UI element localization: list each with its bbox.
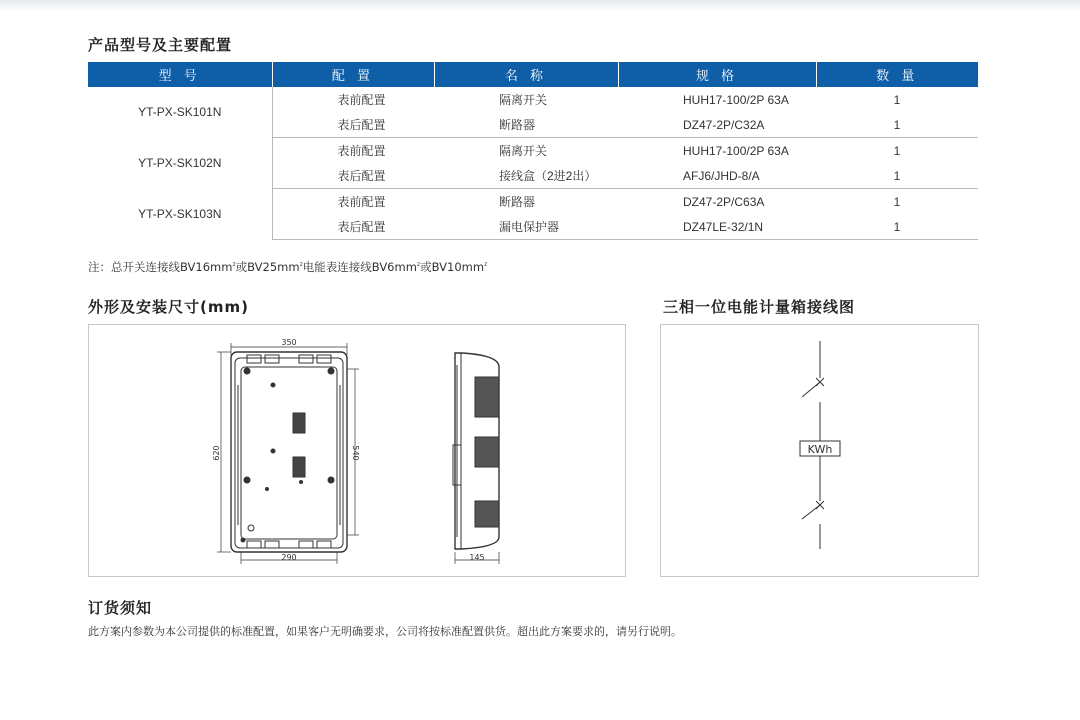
header-spec: 规 格 <box>618 62 816 87</box>
config-cell: 表后配置 <box>272 163 434 189</box>
spec-cell: DZ47-2P/C32A <box>618 112 816 138</box>
wiring-section-title: 三相一位电能计量箱接线图 <box>663 298 856 316</box>
spec-cell: HUH17-100/2P 63A <box>683 92 789 107</box>
table-row <box>88 87 978 112</box>
dim-height-label: 620 <box>212 445 221 461</box>
model-cell: YT-PX-SK103N <box>88 189 272 240</box>
dim-width-label: 350 <box>281 338 297 347</box>
qty-cell: 1 <box>816 163 978 189</box>
wiring-note <box>88 259 487 275</box>
dim-depth-label: 145 <box>469 553 485 562</box>
config-cell: 表后配置 <box>272 214 434 240</box>
note-text-2: 或BV25mm <box>235 260 300 274</box>
note-text-1: 注：总开关连接线BV16mm <box>88 260 233 274</box>
isolator-switch-blade <box>802 382 820 397</box>
header-config: 配 置 <box>272 62 434 87</box>
name-cell: 隔离开关 <box>499 144 548 158</box>
name-cell: 接线盒（2进2出） <box>434 163 618 189</box>
wiring-diagram <box>661 325 978 576</box>
note-sup-2: 2 <box>299 262 303 269</box>
note-sup-3: 2 <box>416 262 421 269</box>
config-cell: 表前配置 <box>337 144 386 158</box>
spec-cell: HUH17-100/2P 63A <box>683 143 789 158</box>
name-cell: 隔离开关 <box>499 93 548 107</box>
config-cell: 表后配置 <box>272 112 434 138</box>
top-divider <box>0 0 1080 12</box>
note-text-4: 或BV10mm <box>420 260 485 274</box>
qty-cell: 1 <box>893 194 901 209</box>
qty-cell: 1 <box>893 92 901 107</box>
qty-cell: 1 <box>893 143 901 158</box>
qty-cell: 1 <box>816 214 978 240</box>
model-cell: YT-PX-SK101N <box>88 87 272 138</box>
dimension-drawing <box>89 325 625 576</box>
header-name: 名 称 <box>434 62 618 87</box>
table-row <box>88 138 978 164</box>
order-section-title: 订货须知 <box>88 599 153 617</box>
dim-bottom-width-label: 290 <box>281 553 297 562</box>
note-sup-4: 2 <box>484 262 488 269</box>
config-cell: 表前配置 <box>337 93 386 107</box>
breaker-switch-blade <box>802 505 820 519</box>
front-view <box>217 343 359 564</box>
config-cell: 表前配置 <box>337 195 386 209</box>
product-config-table <box>88 62 978 240</box>
name-cell: 断路器 <box>499 195 536 209</box>
spec-cell: DZ47LE-32/1N <box>618 214 816 240</box>
qty-cell: 1 <box>816 112 978 138</box>
table-header-row <box>88 62 978 87</box>
product-section-title: 产品型号及主要配置 <box>88 36 233 54</box>
note-text-3: 电能表连接线BV6mm <box>302 260 417 274</box>
dim-inner-height-label: 540 <box>351 445 360 461</box>
spec-cell: AFJ6/JHD-8/A <box>618 163 816 189</box>
model-cell: YT-PX-SK102N <box>88 138 272 189</box>
header-qty: 数 量 <box>816 62 978 87</box>
wiring-diagram-panel <box>660 324 979 577</box>
dimension-section-title: 外形及安装尺寸(mm) <box>88 298 249 316</box>
side-view <box>453 353 499 564</box>
table-row <box>88 189 978 215</box>
meter-label: KWh <box>807 443 833 456</box>
name-cell: 断路器 <box>434 112 618 138</box>
name-cell: 漏电保护器 <box>434 214 618 240</box>
spec-cell: DZ47-2P/C63A <box>683 194 765 209</box>
note-sup-1: 2 <box>232 262 236 269</box>
dimension-drawing-panel <box>88 324 626 577</box>
order-notice-text: 此方案内参数为本公司提供的标准配置，如果客户无明确要求，公司将按标准配置供货。超出此方案要求的，请另行说明。 <box>88 625 682 638</box>
header-model: 型 号 <box>88 62 272 87</box>
